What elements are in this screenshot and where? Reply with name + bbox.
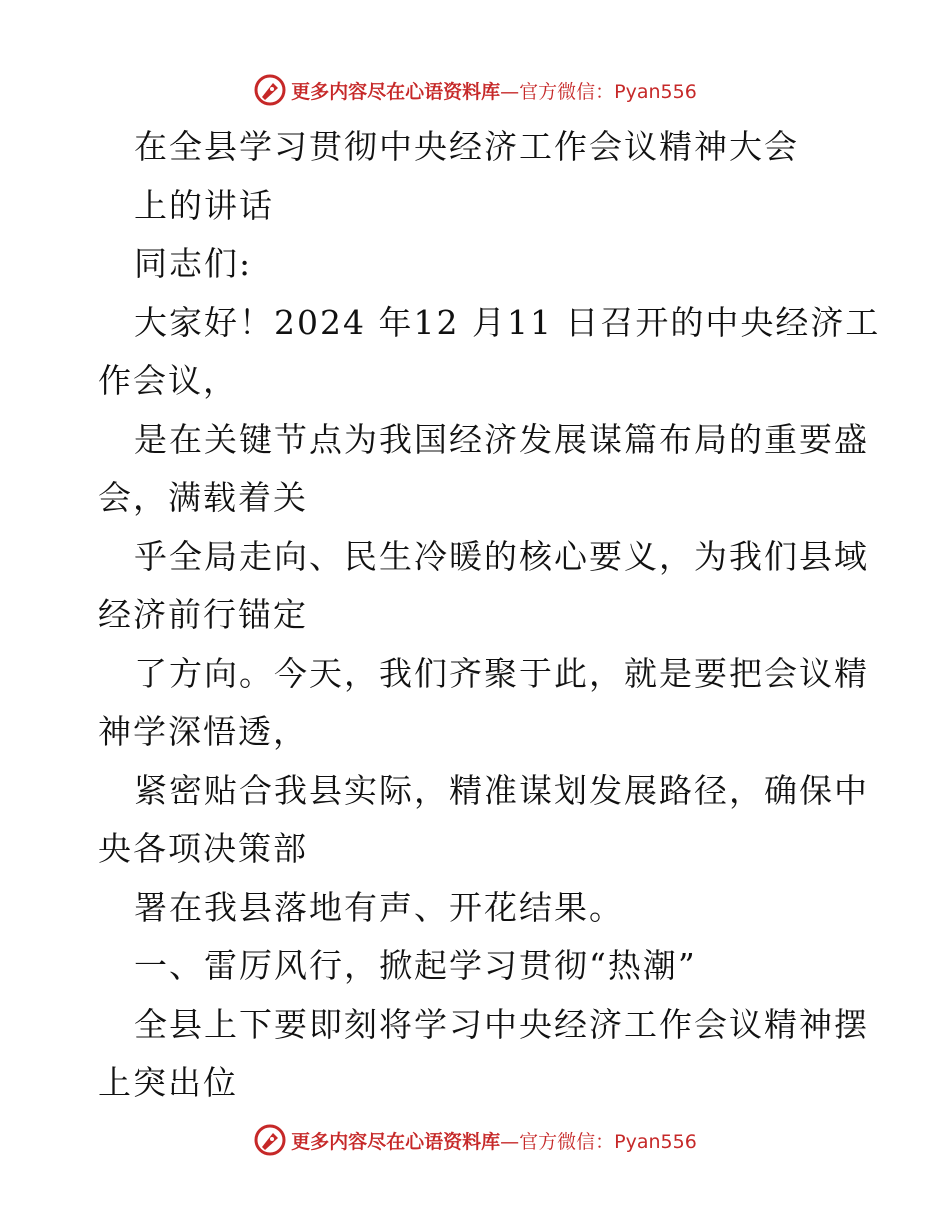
document-line: 央各项决策部 — [98, 829, 308, 868]
document-line: 乎全局走向、民生冷暖的核心要义，为我们县域 — [134, 536, 869, 576]
document-line: 神学深悟透， — [98, 712, 308, 751]
header-site-text: 更多内容尽在心语资料库 — [291, 80, 501, 103]
pen-nib-circle-icon — [253, 1123, 287, 1157]
document-paragraphs — [98, 235, 881, 1113]
footer-banner — [0, 1120, 950, 1160]
document-line: 了方向。今天，我们齐聚于此，就是要把会议精 — [134, 653, 869, 693]
document-line: 作会议， — [98, 361, 238, 400]
document-line: 紧密贴合我县实际，精准谋划发展路径，确保中 — [134, 770, 869, 810]
footer-site-text: 更多内容尽在心语资料库 — [291, 1130, 501, 1153]
document-line: 同志们: — [134, 244, 253, 283]
header-banner-text — [291, 77, 697, 104]
pen-nib-circle-icon — [253, 73, 287, 107]
header-dash: — — [500, 80, 520, 103]
document-title-line-1: 在全县学习贯彻中央经济工作会议精神大会 — [134, 127, 799, 166]
footer-dash: — — [500, 1130, 520, 1153]
document-title-line-2: 上的讲话 — [134, 185, 274, 225]
document-body — [98, 118, 881, 1113]
document-line: 全县上下要即刻将学习中央经济工作会议精神摆 — [134, 1004, 869, 1044]
footer-banner-text — [291, 1127, 697, 1154]
header-banner — [0, 70, 950, 110]
document-line: 上突出位 — [98, 1063, 238, 1102]
document-line: 是在关键节点为我国经济发展谋篇布局的重要盛 — [134, 419, 869, 459]
document-line: 经济前行锚定 — [98, 595, 308, 634]
header-contact-text: 官方微信：Pyan556 — [519, 80, 697, 103]
document-line: 署在我县落地有声、开花结果。 — [134, 887, 624, 927]
document-line: 会，满载着关 — [98, 478, 308, 517]
footer-contact-text: 官方微信：Pyan556 — [519, 1130, 697, 1153]
document-line: 一、雷厉风行，掀起学习贯彻“热潮” — [134, 946, 697, 985]
document-line: 大家好！2024 年12 月11 日召开的中央经济工 — [134, 302, 881, 342]
